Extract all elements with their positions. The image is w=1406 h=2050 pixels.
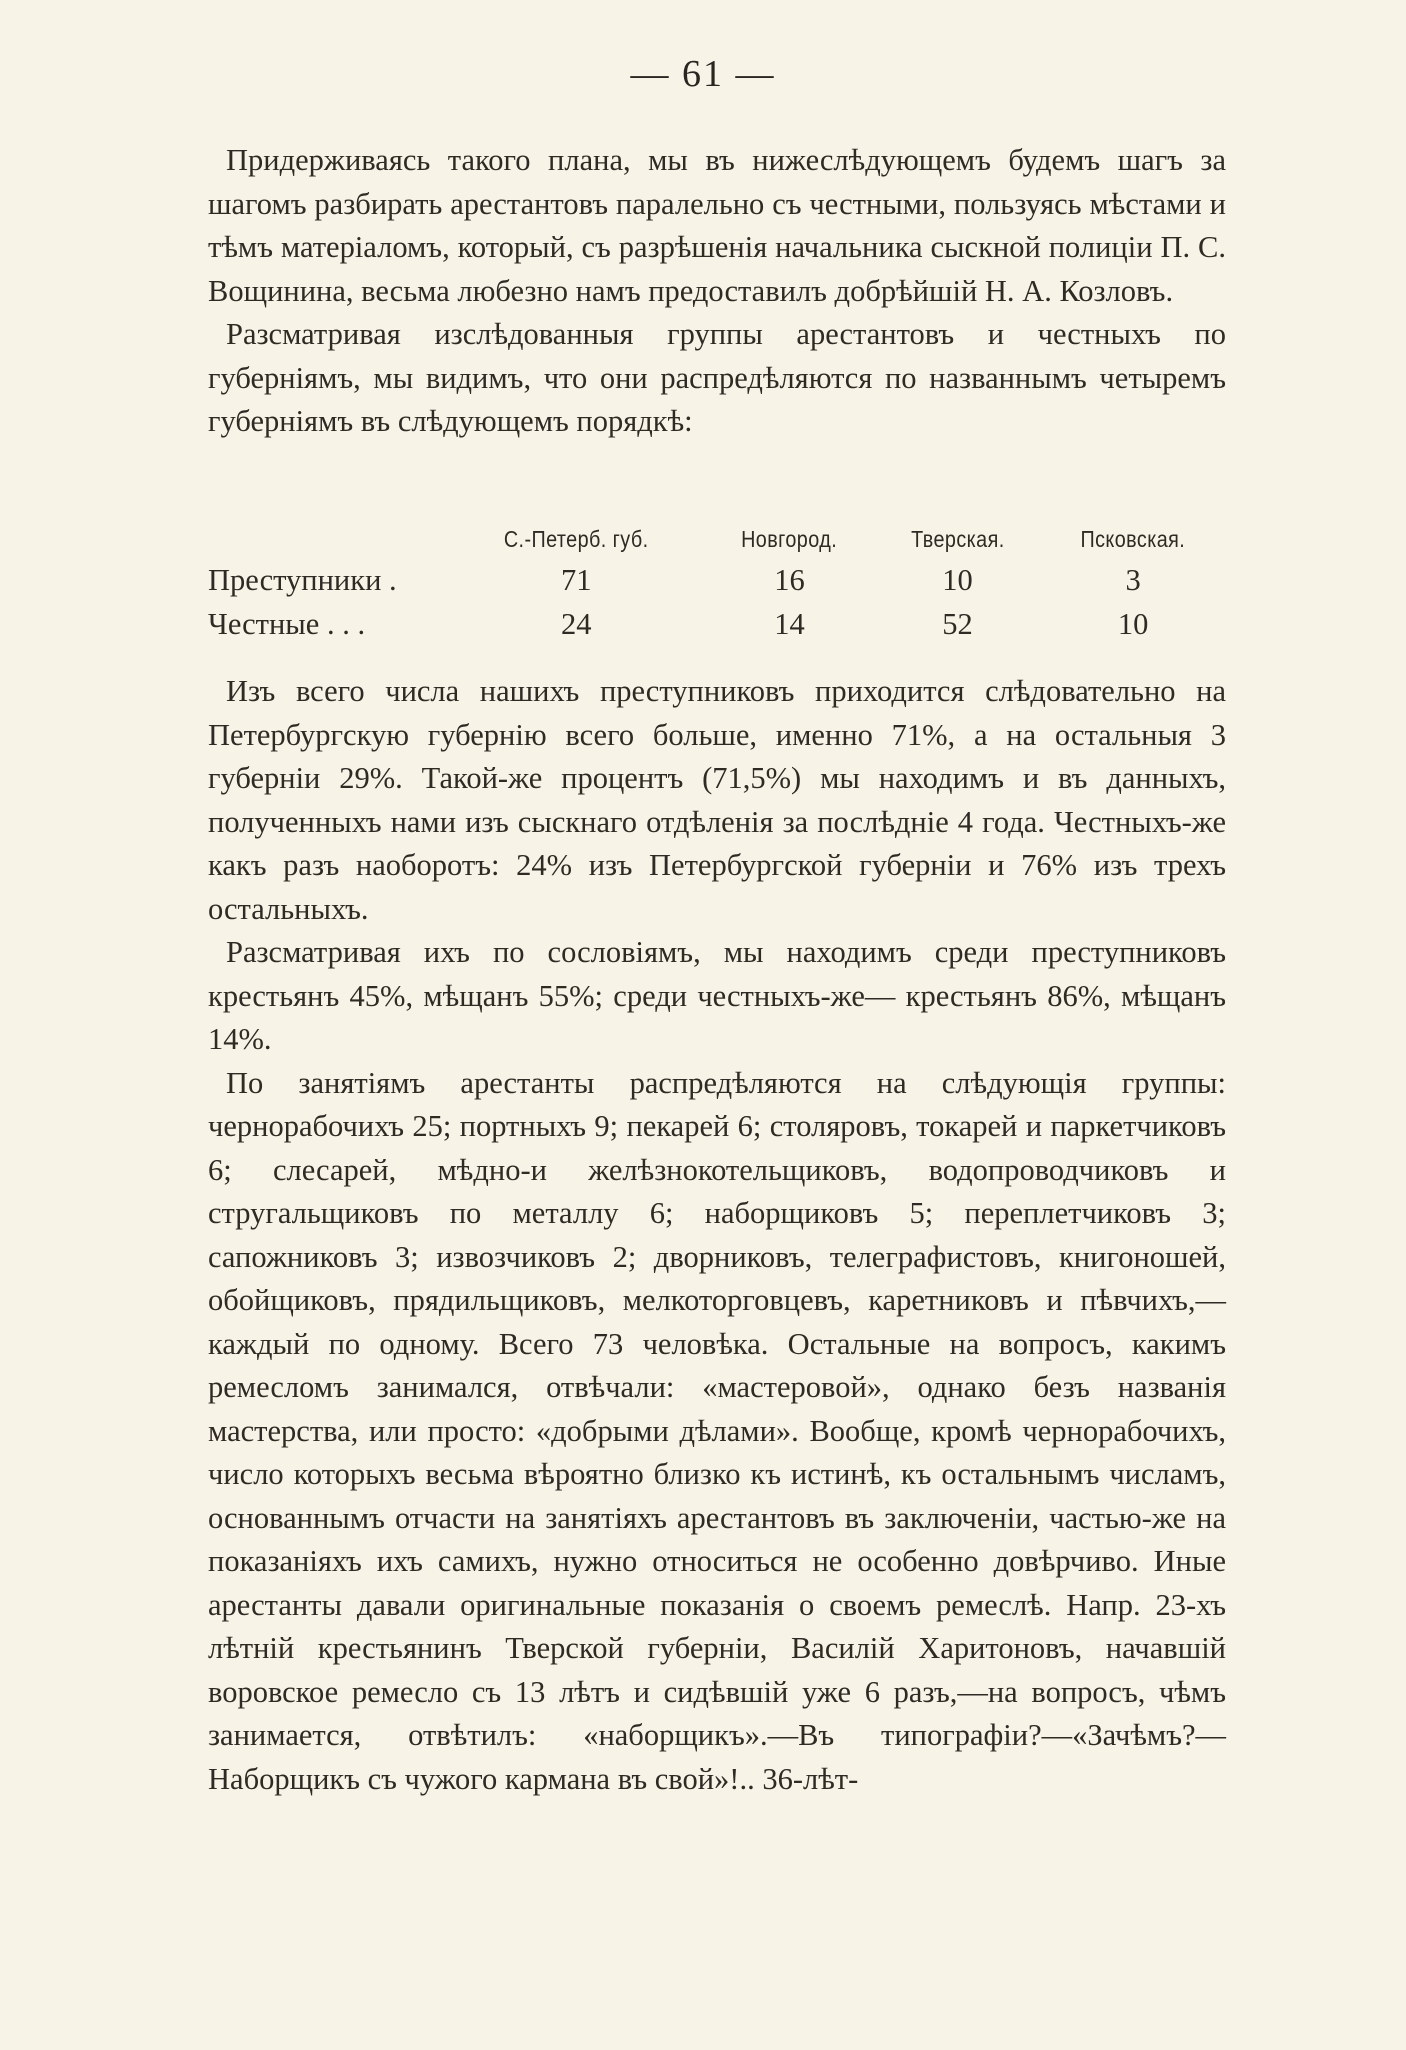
column-header-novgorod: Новгород. xyxy=(741,525,838,552)
paragraph-plan: Придерживаясь такого плана, мы въ нижеслѣдующемъ будемъ шагъ за шагомъ разбирать арестантовъ паралельно съ честными, пользуясь мѣстами и тѣмъ матеріаломъ, который, съ разрѣшенія начальника сыскной полиціи П. С. Вощинина, весьма любезно намъ предоставилъ добрѣйшій Н. А. Козловъ. xyxy=(208,143,1226,308)
table-cell: 14 xyxy=(774,606,805,641)
table-cell: 10 xyxy=(1117,606,1149,641)
row-label-criminals: Преступники . xyxy=(208,562,397,597)
row-label-honest: Честные . . . xyxy=(208,606,366,641)
text-block-top xyxy=(208,139,1226,444)
page-number: — 61 — xyxy=(630,53,776,95)
column-header-pskov: Псковская. xyxy=(1080,525,1186,552)
paragraph-estates: Разсматривая ихъ по сословіямъ, мы находимъ среди преступниковъ крестьянъ 45%, мѣщанъ 55%; среди честныхъ-же— крестьянъ 86%, мѣщанъ 14%. xyxy=(208,935,1226,1056)
table-cell: 24 xyxy=(560,606,592,641)
table-corner-cell xyxy=(225,520,431,558)
table-cell: 16 xyxy=(774,562,805,597)
column-header-spb: С.-Петерб. губ. xyxy=(503,525,649,552)
text-block-bottom xyxy=(208,670,1226,1801)
province-distribution-table xyxy=(208,520,1226,646)
table-row-criminals xyxy=(208,558,1226,602)
paragraph-provinces-intro: Разсматривая изслѣдованныя группы арестантовъ и честныхъ по губерніямъ, мы видимъ, что они распредѣляются по названнымъ четыремъ губерніямъ въ слѣдующемъ порядкѣ: xyxy=(208,317,1226,438)
column-header-tver: Тверская. xyxy=(910,525,1005,552)
table-cell: 52 xyxy=(942,606,973,641)
table-cell: 10 xyxy=(942,562,973,597)
table-row-honest xyxy=(208,602,1226,646)
table-header-row xyxy=(208,520,1226,558)
table-cell: 71 xyxy=(560,562,592,597)
table-cell: 3 xyxy=(1125,562,1141,597)
paragraph-occupations: По занятіямъ арестанты распредѣляются на слѣдующія группы: чернорабочихъ 25; портныхъ 9; пекарей 6; столяровъ, токарей и паркетчиковъ 6; слесарей, мѣдно-и желѣзнокотельщиковъ, водопроводчиковъ и стругальщиковъ по металлу 6; наборщиковъ 5; переплетчиковъ 3; сапожниковъ 3; извозчиковъ 2; дворниковъ, телеграфистовъ, книгоношей, обойщиковъ, прядильщиковъ, мелкоторговцевъ, каретниковъ и пѣвчихъ,—каждый по одному. Всего 73 человѣка. Остальные на вопросъ, какимъ ремесломъ занимался, отвѣчали: «мастеровой», однако безъ названія мастерства, или просто: «добрыми дѣлами». Вообще, кромѣ чернорабочихъ, число которыхъ весьма вѣроятно близко къ истинѣ, къ остальнымъ числамъ, основаннымъ отчасти на занятіяхъ арестантовъ въ заключеніи, частью-же на показаніяхъ ихъ самихъ, нужно относиться не особенно довѣрчиво. Иные арестанты давали оригинальные показанія о своемъ ремеслѣ. Напр. 23-хъ лѣтній крестьянинъ Тверской губерніи, Василій Харитоновъ, начавшій воровское ремесло съ 13 лѣтъ и сидѣвшій уже 6 разъ,—на вопросъ, чѣмъ занимается, отвѣтилъ: «наборщикъ».—Въ типографіи?—«Зачѣмъ?—Наборщикъ съ чужого кармана въ свой»!.. 36-лѣт- xyxy=(208,1065,1226,1796)
paragraph-percentages: Изъ всего числа нашихъ преступниковъ приходится слѣдовательно на Петербургскую губернію всего больше, именно 71%, а на остальныя 3 губерніи 29%. Такой-же процентъ (71,5%) мы находимъ и въ данныхъ, полученныхъ нами изъ сыскнаго отдѣленія за послѣдніе 4 года. Честныхъ-же какъ разъ наоборотъ: 24% изъ Петербургской губерніи и 76% изъ трехъ остальныхъ. xyxy=(208,674,1226,926)
